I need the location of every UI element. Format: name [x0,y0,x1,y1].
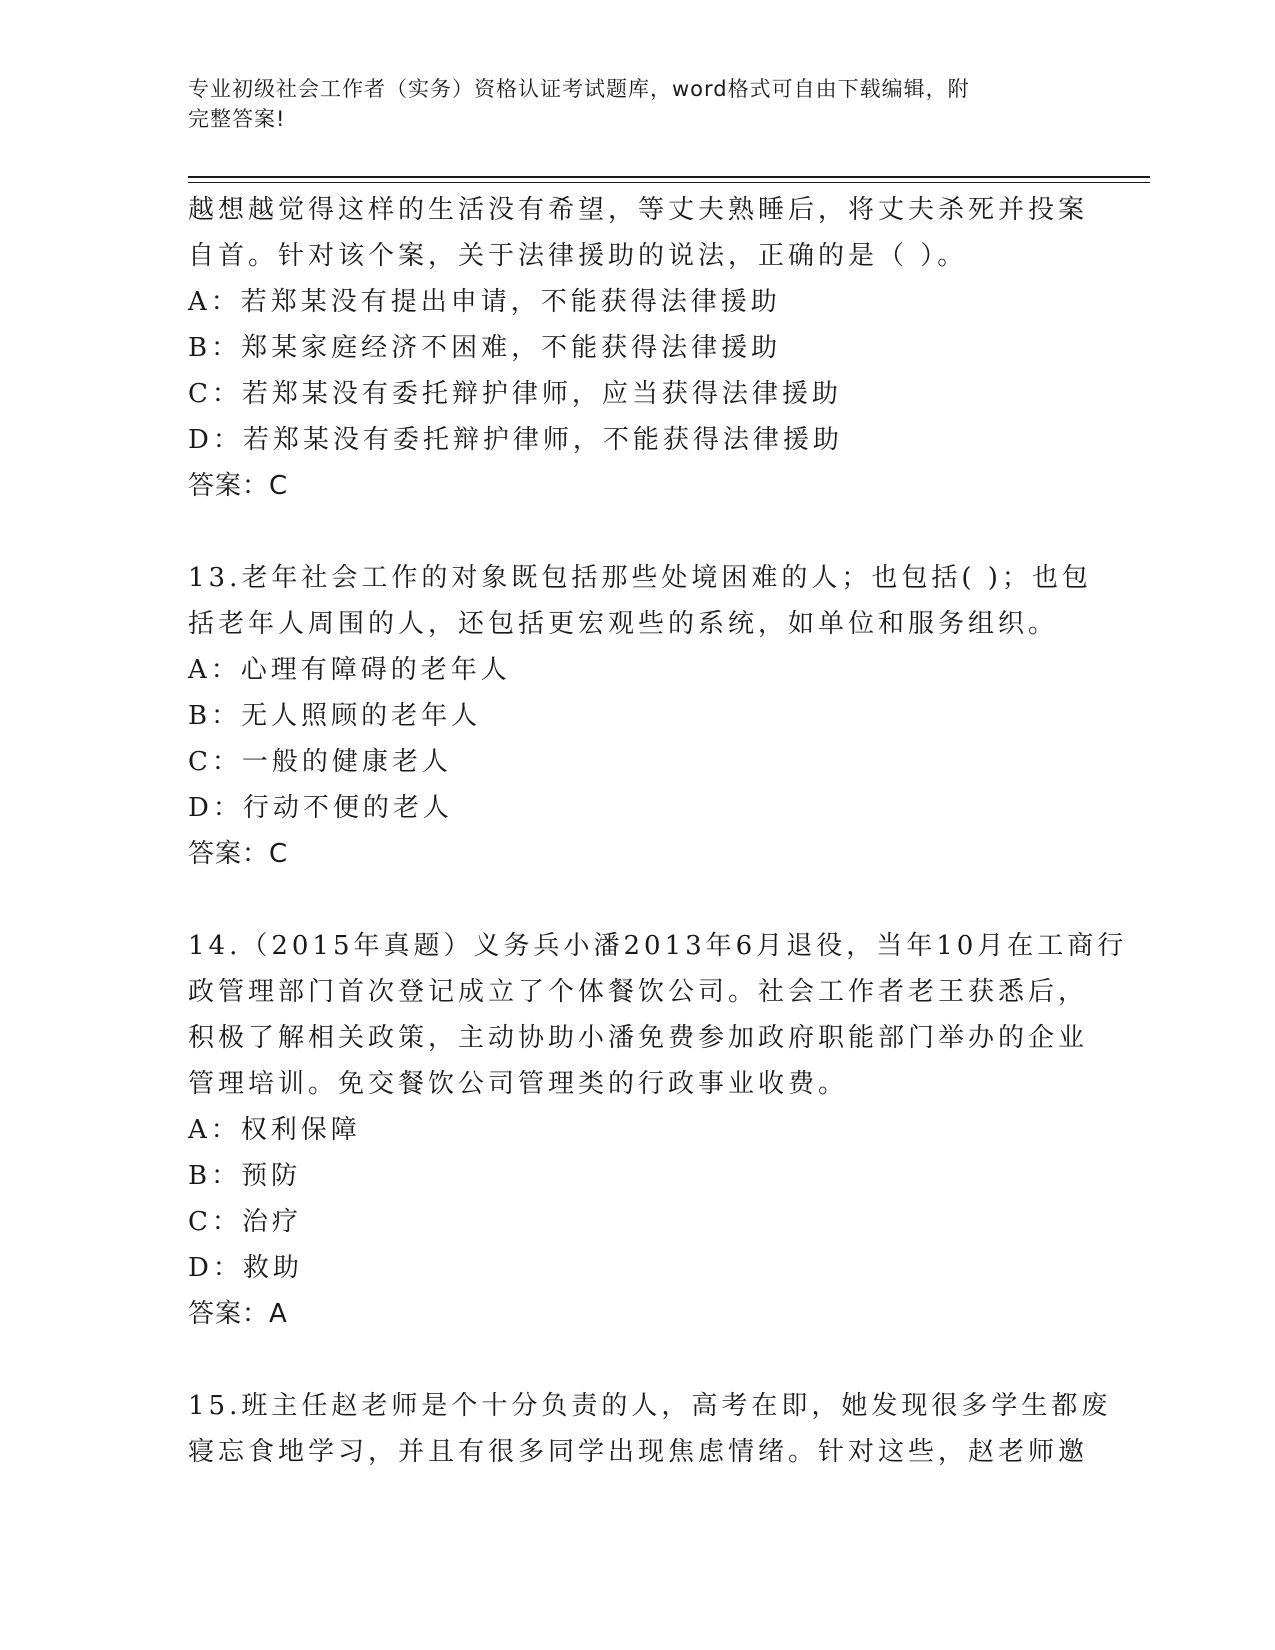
question-text-line: 积极了解相关政策，主动协助小潘免费参加政府职能部门举办的企业 [188,1023,1089,1053]
header-divider-thick [188,176,1150,178]
question-text-line: 15.班主任赵老师是个十分负责的人，高考在即，她发现很多学生都废 [188,1391,1112,1421]
option-b: B：预防 [188,1161,302,1191]
option-b: B：无人照顾的老年人 [188,701,482,731]
question-text-line: 14.（2015年真题）义务兵小潘2013年6月退役，当年10月在工商行 [188,931,1128,961]
option-d: D：若郑某没有委托辩护律师，不能获得法律援助 [188,425,843,455]
question-list [188,187,1128,1475]
question-text-line: 寝忘食地学习，并且有很多同学出现焦虑情绪。针对这些，赵老师邀 [188,1437,1089,1467]
answer: 答案：C [188,471,289,501]
header-line-1: 专业初级社会工作者（实务）资格认证考试题库，word格式可自由下载编辑，附 [188,77,970,101]
question-14 [188,923,1128,1337]
question-text-line: 13.老年社会工作的对象既包括那些处境困难的人；也包括( )；也包 [188,563,1092,593]
option-d: D：行动不便的老人 [188,793,453,823]
header-line-2: 完整答案! [188,107,286,131]
option-b: B：郑某家庭经济不困难，不能获得法律援助 [188,333,782,363]
answer: 答案：A [188,1299,288,1329]
option-c: C：一般的健康老人 [188,747,452,777]
option-c: C：若郑某没有委托辩护律师，应当获得法律援助 [188,379,842,409]
document-header [188,74,1068,134]
option-c: C：治疗 [188,1207,302,1237]
question-text-line: 越想越觉得这样的生活没有希望，等丈夫熟睡后，将丈夫杀死并投案 [188,195,1089,225]
question-text-line: 自首。针对该个案，关于法律援助的说法，正确的是（ ）。 [188,241,968,271]
question-text-line: 管理培训。免交餐饮公司管理类的行政事业收费。 [188,1069,849,1099]
question-13 [188,555,1092,877]
spacer [188,877,1088,923]
question-text-line: 括老年人周围的人，还包括更宏观些的系统，如单位和服务组织。 [188,609,1059,639]
question-12 [188,187,1088,509]
option-d: D：救助 [188,1253,303,1283]
header-divider-thin [188,182,1150,183]
spacer [188,1337,1088,1383]
answer: 答案：C [188,839,289,869]
option-a: A：若郑某没有提出申请，不能获得法律援助 [188,287,781,317]
option-a: A：心理有障碍的老年人 [188,655,511,685]
question-text-line: 政管理部门首次登记成立了个体餐饮公司。社会工作者老王获悉后， [188,977,1089,1007]
spacer [188,509,1088,555]
question-15 [188,1383,1112,1475]
option-a: A：权利保障 [188,1115,361,1145]
